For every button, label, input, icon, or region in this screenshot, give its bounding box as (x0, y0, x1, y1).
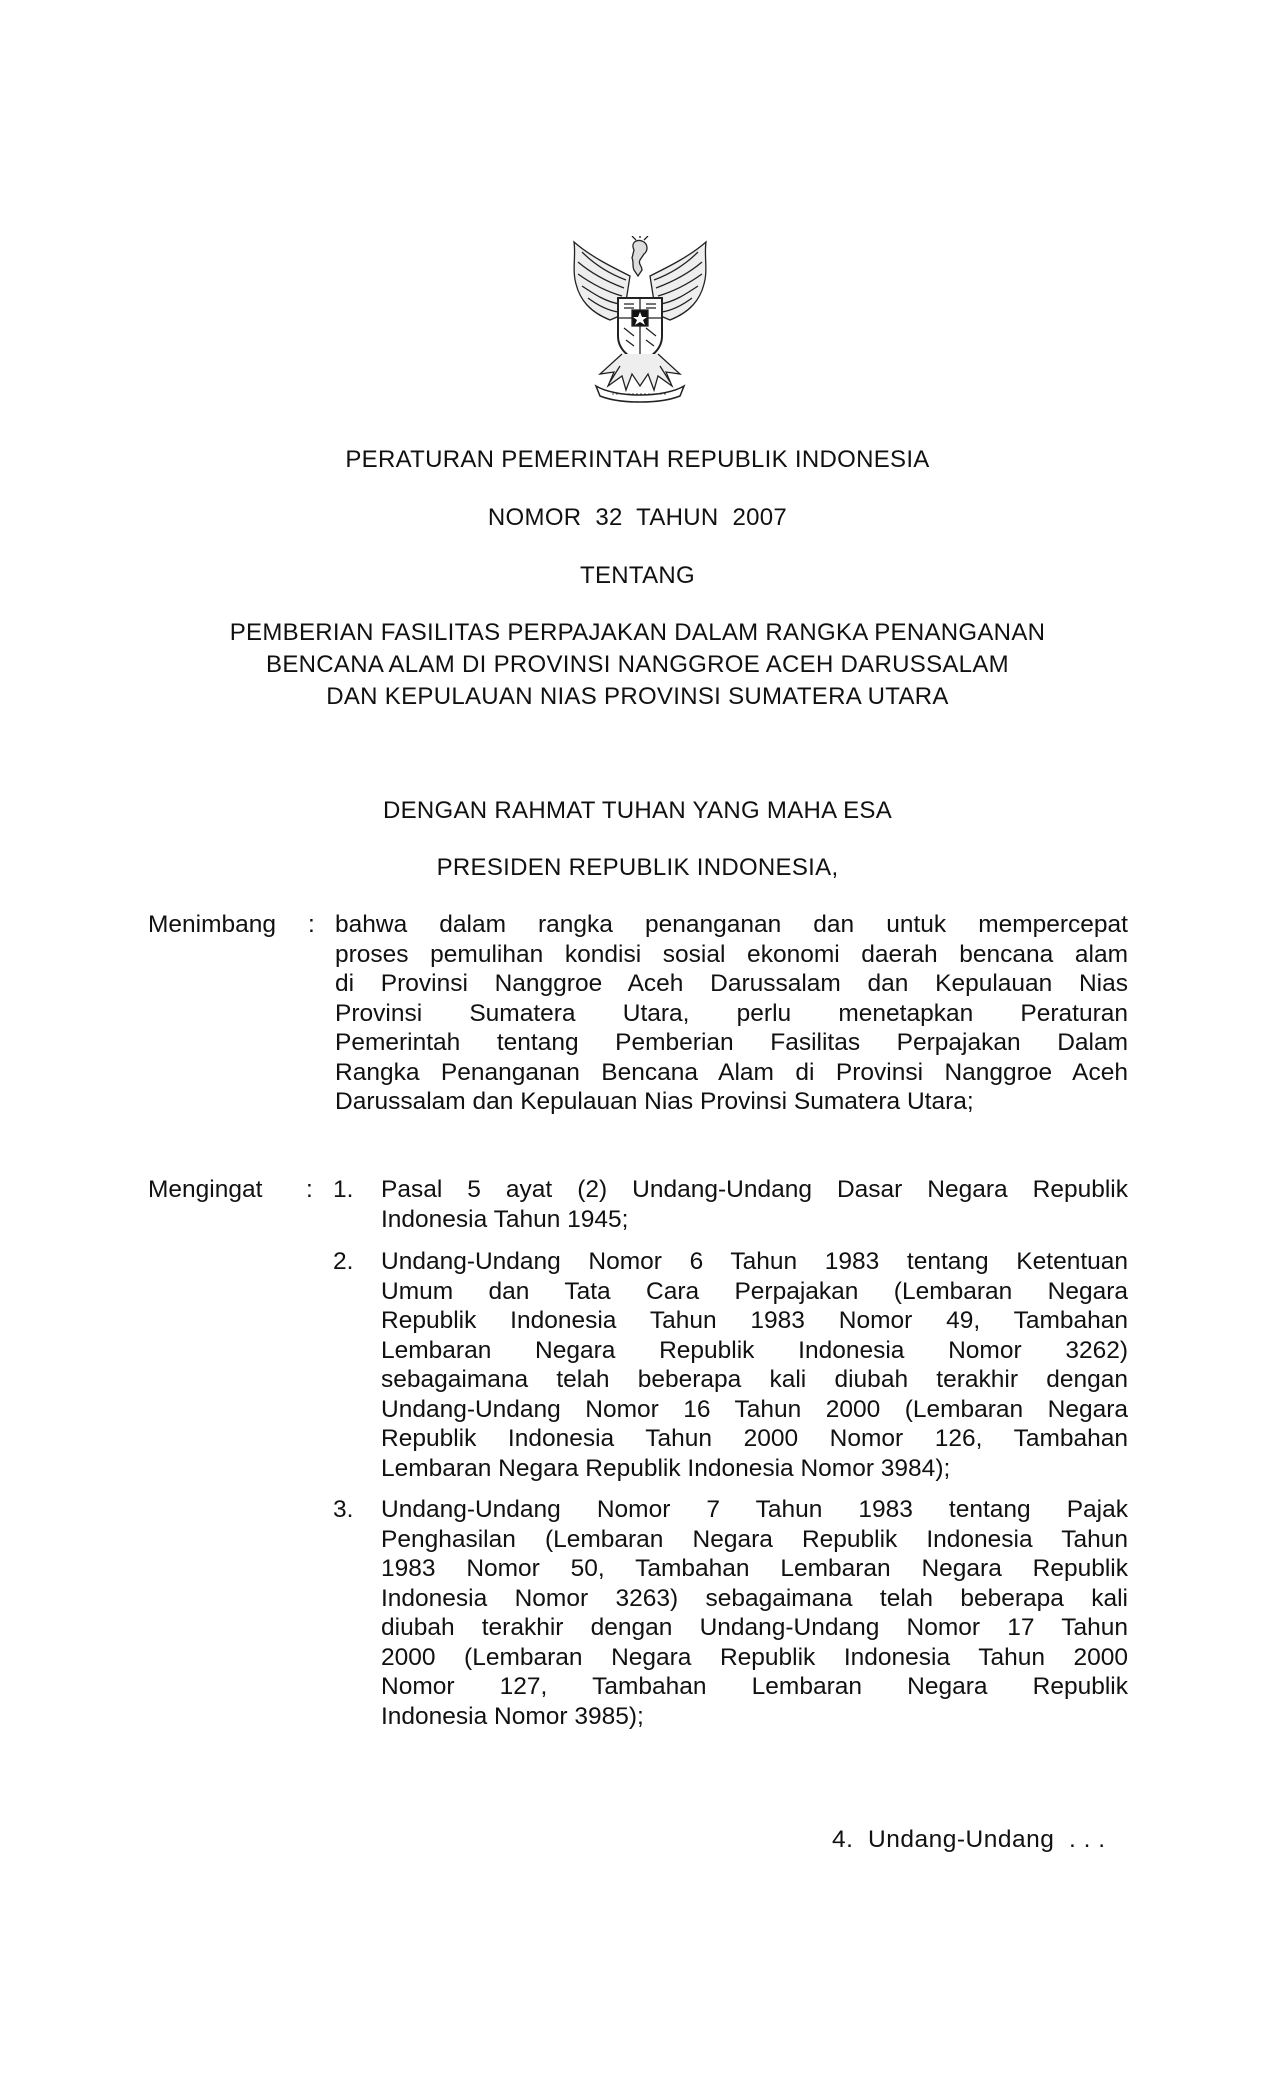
item-line: Undang-Undang Nomor 6 Tahun 1983 tentang Ketentuan (381, 1248, 1128, 1275)
item-number: 1. (333, 1176, 354, 1203)
item-line: Republik Indonesia Tahun 2000 Nomor 126, Tambahan (381, 1425, 1128, 1452)
menimbang-line: Darussalam dan Kepulauan Nias Provinsi Sumatera Utara; (335, 1088, 974, 1115)
blessing-line: DENGAN RAHMAT TUHAN YANG MAHA ESA (382, 797, 893, 824)
item-line: Indonesia Nomor 3263) sebagaimana telah beberapa kali (381, 1584, 1128, 1612)
item-number: 2. (333, 1248, 354, 1275)
mengingat-label: Mengingat (148, 1176, 263, 1203)
item-line: Lembaran Negara Republik Indonesia Nomor 3984); (381, 1454, 951, 1482)
garuda-emblem-icon (560, 236, 720, 406)
president-line: PRESIDEN REPUBLIK INDONESIA, (436, 854, 839, 881)
menimbang-line: bahwa dalam rangka penanganan dan untuk mempercepat (335, 911, 1128, 938)
item-line: sebagaimana telah beberapa kali diubah terakhir dengan (381, 1366, 1128, 1393)
regulation-number: NOMOR 32 TAHUN 2007 (487, 504, 788, 531)
item-line: diubah terakhir dengan Undang-Undang Nomor 17 Tahun (381, 1614, 1128, 1641)
regulation-title: PERATURAN PEMERINTAH REPUBLIK INDONESIA (345, 446, 930, 473)
subject-line: DAN KEPULAUAN NIAS PROVINSI SUMATERA UTARA (326, 683, 949, 710)
regulation-subject (0, 617, 1275, 713)
subject-line: PEMBERIAN FASILITAS PERPAJAKAN DALAM RANGKA PENANGANAN (229, 619, 1046, 646)
item-line: Undang-Undang Nomor 16 Tahun 2000 (Lembaran Negara (381, 1395, 1128, 1423)
menimbang-colon: : (308, 911, 315, 938)
mengingat-item-1 (381, 1175, 1128, 1234)
item-line: Indonesia Tahun 1945; (381, 1205, 629, 1233)
item-line: Lembaran Negara Republik Indonesia Nomor 3262) (381, 1336, 1128, 1364)
menimbang-line: Pemerintah tentang Pemberian Fasilitas Perpajakan Dalam (335, 1029, 1128, 1056)
item-line: Indonesia Nomor 3985); (381, 1702, 644, 1730)
item-line: Undang-Undang Nomor 7 Tahun 1983 tentang Pajak (381, 1496, 1128, 1523)
menimbang-line: di Provinsi Nanggroe Aceh Darussalam dan Kepulauan Nias (335, 970, 1128, 997)
item-line: Republik Indonesia Tahun 1983 Nomor 49, Tambahan (381, 1307, 1128, 1334)
menimbang-line: Rangka Penanganan Bencana Alam di Provinsi Nanggroe Aceh (335, 1058, 1128, 1086)
page-continuation: 4. Undang-Undang . . . (832, 1826, 1106, 1853)
mengingat-item-2 (381, 1247, 1128, 1483)
menimbang-line: proses pemulihan kondisi sosial ekonomi daerah bencana alam (335, 940, 1128, 968)
item-line: Pasal 5 ayat (2) Undang-Undang Dasar Negara Republik (381, 1176, 1128, 1203)
menimbang-line: Provinsi Sumatera Utara, perlu menetapkan Peraturan (335, 999, 1128, 1027)
item-line: Nomor 127, Tambahan Lembaran Negara Republik (381, 1673, 1128, 1700)
item-line: Penghasilan (Lembaran Negara Republik Indonesia Tahun (381, 1525, 1128, 1553)
item-line: Umum dan Tata Cara Perpajakan (Lembaran Negara (381, 1277, 1128, 1305)
mengingat-colon: : (306, 1176, 313, 1203)
item-line: 1983 Nomor 50, Tambahan Lembaran Negara Republik (381, 1555, 1128, 1582)
mengingat-item-3 (381, 1495, 1128, 1731)
menimbang-label: Menimbang (148, 911, 277, 938)
item-line: 2000 (Lembaran Negara Republik Indonesia Tahun 2000 (381, 1643, 1128, 1671)
regulation-about: TENTANG (580, 562, 695, 589)
item-number: 3. (333, 1496, 354, 1523)
menimbang-text (335, 910, 1128, 1117)
subject-line: BENCANA ALAM DI PROVINSI NANGGROE ACEH DARUSSALAM (266, 651, 1009, 678)
